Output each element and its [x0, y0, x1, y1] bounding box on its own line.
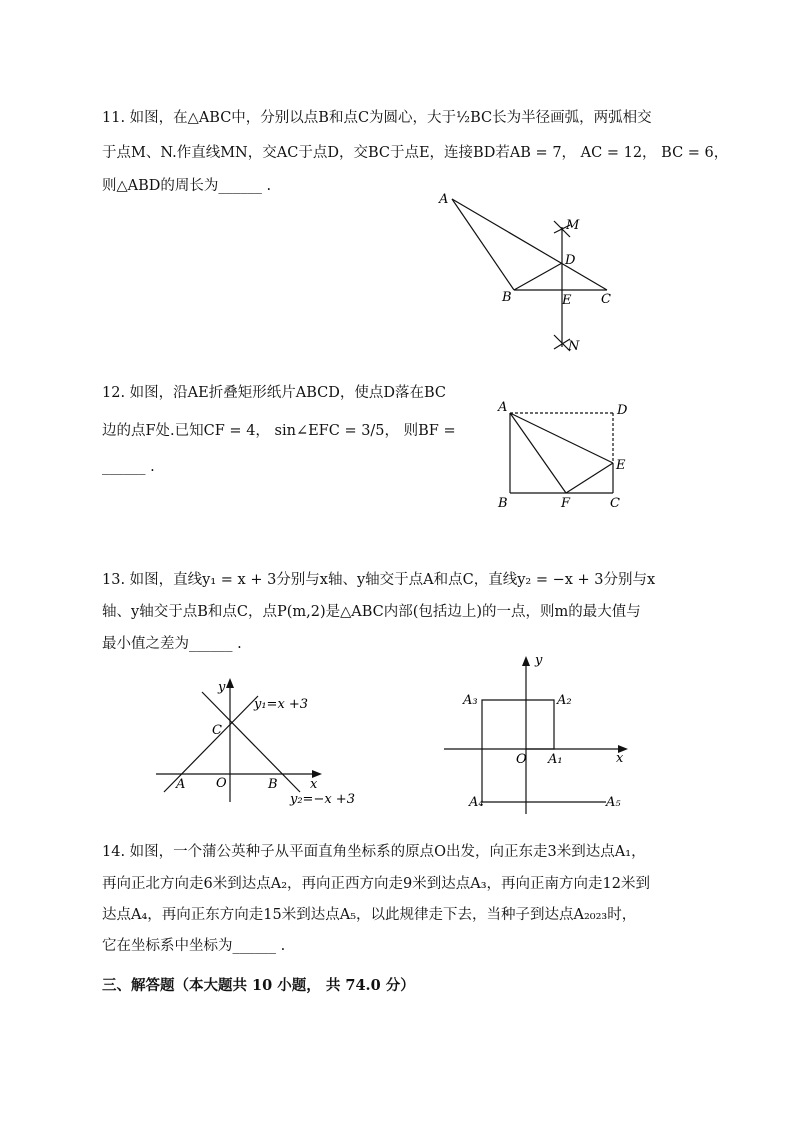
label-b: B — [502, 290, 512, 305]
segment-af — [510, 413, 566, 493]
line-y1-label: y₁=x +3 — [254, 697, 309, 712]
q12-line-3: ______ . — [102, 459, 155, 475]
q12-line-2: 边的点F处.已知CF = 4， sin∠EFC = 3/5， 则BF = — [102, 423, 456, 439]
y-axis-label: y — [218, 680, 226, 695]
label-b: B — [498, 496, 508, 511]
q14-line-3: 达点A₄，再向正东方向走15米到达点A₅，以此规律走下去，当种子到达点A₂₀₂₃时， — [102, 907, 637, 923]
q14-line-1: 14. 如图，一个蒲公英种子从平面直角坐标系的原点O出发，向正东走3米到达点A₁， — [102, 844, 646, 860]
y-axis-label: y — [535, 653, 543, 668]
q11-line-1: 11. 如图，在△ABC中，分别以点B和点C为圆心，大于½BC长为半径画弧，两弧相交 — [102, 110, 652, 126]
q13-line-1: 13. 如图，直线y₁ = x + 3分别与x轴、y轴交于点A和点C，直线y₂ = −x + 3分别与x — [102, 572, 656, 588]
q12-figure — [490, 397, 640, 517]
segment-ac — [452, 199, 607, 290]
label-a: A — [498, 400, 508, 415]
label-a3: A₃ — [463, 693, 478, 708]
line-y2-label: y₂=−x +3 — [290, 792, 355, 807]
label-a: A — [439, 192, 449, 207]
label-o: O — [216, 776, 227, 791]
q11-line-2: 于点M、N.作直线MN，交AC于点D，交BC于点E，连接BD若AB = 7， AC = 12， BC = 6， — [102, 145, 729, 161]
segment-ab — [452, 199, 514, 290]
q14-figure — [440, 652, 640, 817]
label-m: M — [566, 218, 580, 233]
label-a: A — [176, 777, 186, 792]
label-e: E — [562, 293, 572, 308]
label-c: C — [601, 292, 611, 307]
q13-line-2: 轴、y轴交于点B和点C，点P(m,2)是△ABC内部(包括边上)的一点，则m的最大值与 — [102, 604, 641, 620]
label-c: C — [212, 723, 222, 738]
label-a5: A₅ — [606, 795, 621, 810]
q11-line-3: 则△ABD的周长为______ . — [102, 178, 272, 194]
x-axis-label: x — [616, 751, 624, 766]
y-axis-arrow — [522, 656, 530, 666]
q13-line-3: 最小值之差为______ . — [102, 636, 242, 652]
x-axis-label: x — [310, 777, 318, 792]
label-a4: A₄ — [469, 795, 484, 810]
label-b: B — [268, 777, 278, 792]
label-c: C — [610, 496, 620, 511]
label-o: O — [516, 752, 527, 767]
label-e: E — [616, 458, 626, 473]
segment-fe — [566, 463, 613, 493]
label-d: D — [565, 253, 576, 268]
label-d: D — [617, 403, 628, 418]
label-n: N — [568, 339, 580, 354]
label-a2: A₂ — [557, 693, 572, 708]
y-axis-arrow — [226, 678, 234, 688]
label-a1: A₁ — [548, 752, 563, 767]
q14-line-2: 再向正北方向走6米到达点A₂，再向正西方向走9米到达点A₃，再向正南方向走12米到 — [102, 876, 650, 892]
segment-bd — [514, 263, 562, 290]
q11-figure — [430, 185, 630, 360]
q14-line-4: 它在坐标系中坐标为______ . — [102, 938, 286, 954]
q13-figure — [150, 672, 380, 812]
spiral-path — [482, 700, 606, 802]
section-3-heading: 三、解答题（本大题共 10 小题， 共 74.0 分） — [102, 977, 415, 994]
q12-line-1: 12. 如图，沿AE折叠矩形纸片ABCD，使点D落在BC — [102, 385, 446, 401]
fold-ae — [510, 413, 613, 463]
label-f: F — [561, 496, 571, 511]
